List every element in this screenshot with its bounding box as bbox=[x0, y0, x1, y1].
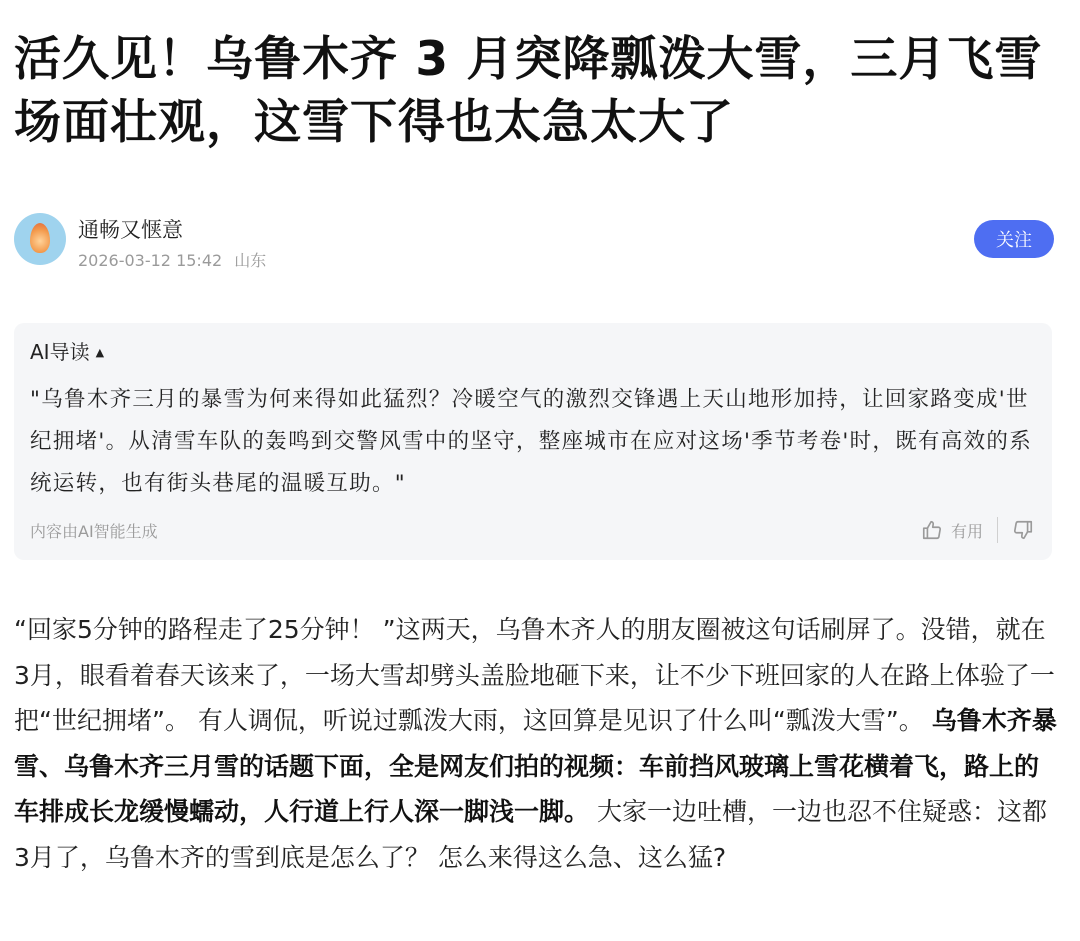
follow-button[interactable]: 关注 bbox=[974, 220, 1054, 258]
article-body bbox=[14, 607, 1059, 880]
useful-button[interactable] bbox=[921, 519, 983, 542]
useful-label: 有用 bbox=[950, 521, 983, 541]
author-row bbox=[14, 210, 1054, 274]
body-bold-text: 乌鲁木齐暴雪、乌鲁木齐三月雪的话题下面，全是网友们拍的视频：车前挡风玻璃上雪花横着飞，路上的车排成长龙缓慢蠕动，人行道上行人深一脚浅一脚。 bbox=[14, 706, 1057, 826]
not-useful-button[interactable] bbox=[1012, 519, 1034, 541]
body-paragraph-text: “回家5分钟的路程走了25分钟！ ”这两天，乌鲁木齐人的朋友圈被这句话刷屏了。没错，就在3月，眼看着春天该来了，一场大雪却劈头盖脸地砸下来，让不少下班回家的人在路上体验了一把“世纪拥堵”。 有人调侃，听说过瓢泼大雨，这回算是见识了什么叫“瓢泼大雪”。 bbox=[14, 615, 1055, 735]
avatar[interactable] bbox=[14, 213, 66, 265]
author-meta bbox=[78, 248, 266, 271]
ai-feedback bbox=[921, 517, 1034, 543]
article-title: 活久见！乌鲁木齐 3 月突降瓢泼大雪，三月飞雪场面壮观，这雪下得也太急太大了 bbox=[14, 32, 1043, 150]
thumbs-up-icon bbox=[921, 519, 943, 541]
ai-summary-header: AI导读 bbox=[30, 340, 90, 364]
flame-icon bbox=[30, 223, 50, 253]
body-paragraph-tail: 大家一边吐槽，一边也忍不住疑惑：这都3月了，乌鲁木齐的雪到底是怎么了？ 怎么来得这么急、这么猛? bbox=[14, 797, 1047, 872]
caret-up-icon: ▲ bbox=[95, 346, 105, 359]
publish-date: 2026-03-12 15:42 bbox=[78, 251, 223, 270]
ai-summary-box bbox=[14, 323, 1052, 560]
feedback-divider bbox=[997, 517, 998, 543]
publish-location: 山东 bbox=[234, 251, 267, 270]
ai-summary-toggle[interactable] bbox=[30, 336, 104, 365]
thumbs-down-icon bbox=[1012, 519, 1034, 541]
ai-generated-note: 内容由AI智能生成 bbox=[30, 522, 158, 541]
ai-summary-text: "乌鲁木齐三月的暴雪为何来得如此猛烈？冷暖空气的激烈交锋遇上天山地形加持，让回家路变成'世纪拥堵'。从清雪车队的轰鸣到交警风雪中的坚守，整座城市在应对这场'季节考卷'时，既有高效的系统运转，也有街头巷尾的温暖互助。" bbox=[30, 387, 1033, 496]
author-name[interactable]: 通畅又惬意 bbox=[78, 218, 183, 242]
